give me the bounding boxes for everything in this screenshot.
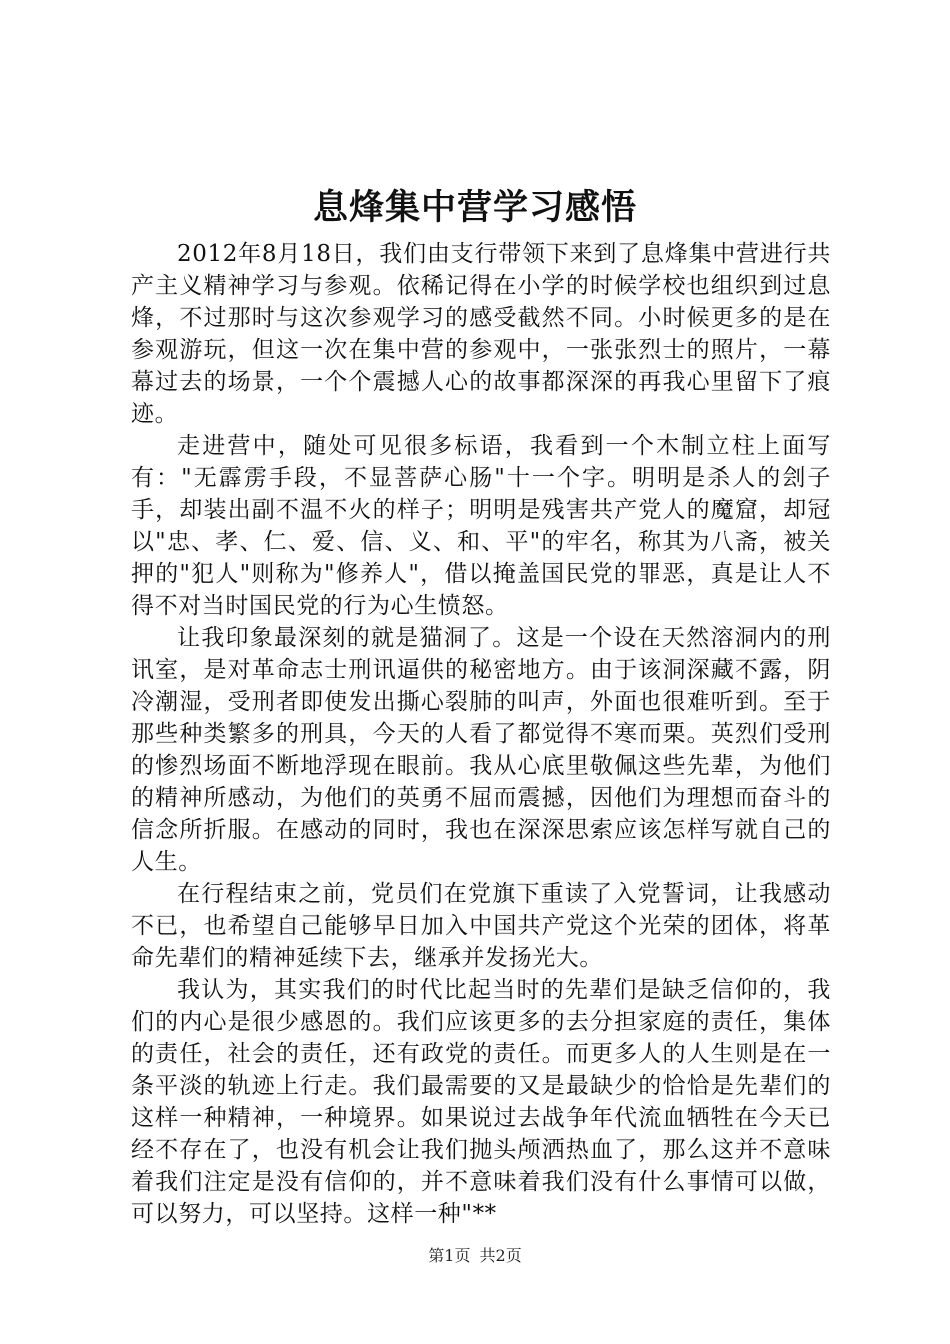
page-title: 息烽集中营学习感悟	[312, 187, 637, 228]
paragraph: 2012年8月18日，我们由支行带领下来到了息烽集中营进行共产主义精神学习与参观。依稀记得在小学的时候学校也组织到过息烽，不过那时与这次参观学习的感受截然不同。小时候更多的是在参观游玩，但这一次在集中营的参观中，一张张烈士的照片，一幕幕过去的场景，一个个震撼人心的故事都深深的再我心里留下了痕迹。	[131, 241, 831, 427]
page-total: 共2页	[479, 1246, 522, 1265]
paragraph: 在行程结束之前，党员们在党旗下重读了入党誓词，让我感动不已，也希望自己能够早日加入中国共产党这个光荣的团体，将革命先辈们的精神延续下去，继承并发扬光大。	[131, 881, 831, 971]
paragraph: 我认为，其实我们的时代比起当时的先辈们是缺乏信仰的，我们的内心是很少感恩的。我们应该更多的去分担家庭的责任，集体的责任，社会的责任，还有政党的责任。而更多人的人生则是在一条平淡的轨迹上行走。我们最需要的又是最缺少的恰恰是先辈们的这样一种精神，一种境界。如果说过去战争年代流血牺牲在今天已经不存在了，也没有机会让我们抛头颅洒热血了，那么这并不意味着我们注定是没有信仰的，并不意味着我们没有什么事情可以做，可以努力，可以坚持。这样一种"**	[131, 977, 831, 1227]
document-body	[131, 238, 831, 1230]
page-number: 第1页	[428, 1246, 471, 1265]
paragraph: 走进营中，随处可见很多标语，我看到一个木制立柱上面写有："无霹雳手段，不显菩萨心肠"十一个字。明明是杀人的刽子手，却装出副不温不火的样子；明明是残害共产党人的魔窟，却冠以"忠、孝、仁、爱、信、义、和、平"的牢名，称其为八斋，被关押的"犯人"则称为"修养人"，借以掩盖国民党的罪恶，真是让人不得不对当时国民党的行为心生愤怒。	[131, 433, 831, 619]
page-footer	[0, 1244, 950, 1268]
paragraph: 让我印象最深刻的就是猫洞了。这是一个设在天然溶洞内的刑讯室，是对革命志士刑讯逼供的秘密地方。由于该洞深藏不露，阴冷潮湿，受刑者即使发出撕心裂肺的叫声，外面也很难听到。至于那些种类繁多的刑具，今天的人看了都觉得不寒而栗。英烈们受刑的惨烈场面不断地浮现在眼前。我从心底里敬佩这些先辈，为他们的精神所感动，为他们的英勇不屈而震撼，因他们为理想而奋斗的信念所折服。在感动的同时，我也在深深思索应该怎样写就自己的人生。	[131, 625, 831, 875]
